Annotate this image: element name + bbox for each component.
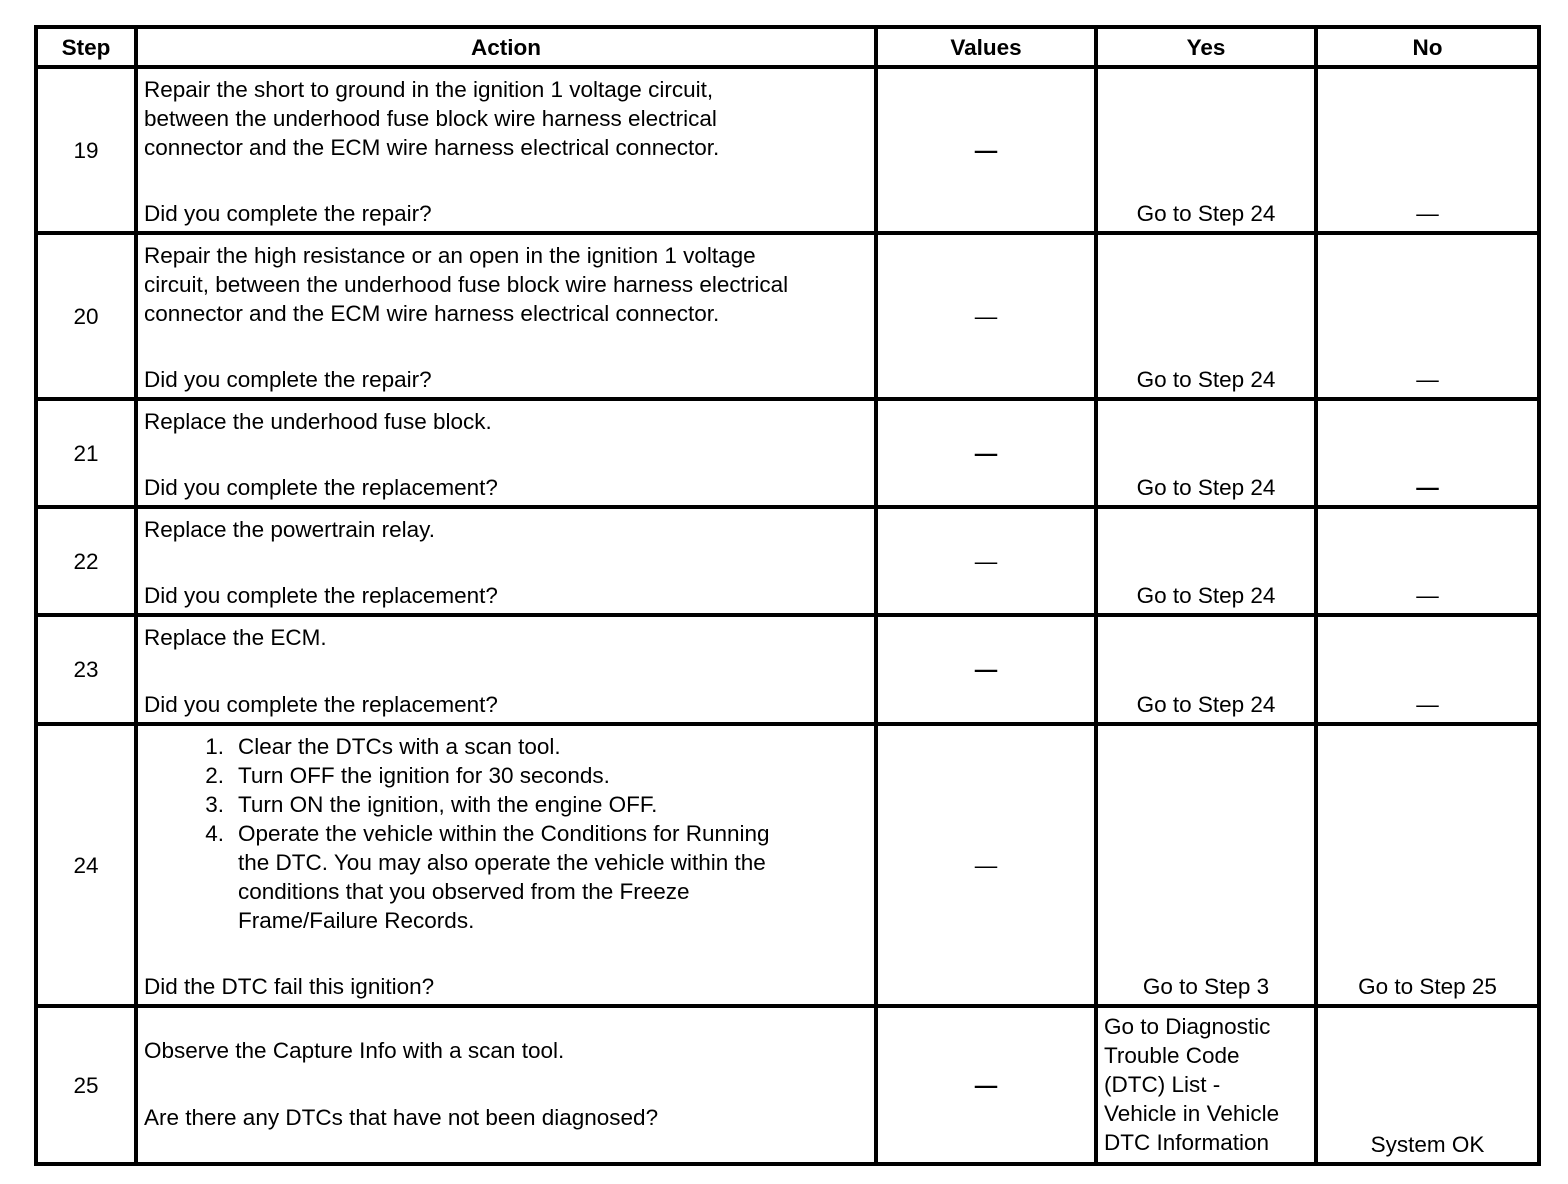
yes-cell (1096, 615, 1316, 724)
numbered-steps (138, 732, 868, 935)
no-value: System OK (1370, 1132, 1485, 1157)
list-item (138, 819, 868, 935)
step-text: the DTC. You may also operate the vehicle within the (238, 850, 766, 875)
yes-line: Vehicle in Vehicle (1104, 1101, 1280, 1126)
yes-link: Go to Step 24 (1136, 583, 1276, 608)
step-index: 4. (205, 821, 224, 846)
step-number: 24 (36, 724, 136, 1006)
action-cell (136, 507, 876, 615)
header-values: Values (876, 27, 1096, 67)
action-line: connector and the ECM wire harness electrical connector. (144, 135, 720, 160)
action-line: connector and the ECM wire harness electrical connector. (144, 301, 720, 326)
values-cell: — (876, 67, 1096, 233)
step-text: conditions that you observed from the Freeze (238, 879, 690, 904)
table-row (36, 233, 1539, 399)
list-item (138, 790, 868, 819)
yes-line: Go to Diagnostic (1104, 1014, 1271, 1039)
action-line: between the underhood fuse block wire harness electrical (144, 106, 717, 131)
no-link: Go to Step 25 (1358, 974, 1497, 999)
no-cell (1316, 399, 1539, 507)
action-question: Are there any DTCs that have not been diagnosed? (144, 1105, 659, 1130)
yes-cell (1096, 399, 1316, 507)
action-cell (136, 233, 876, 399)
table-row (36, 1006, 1539, 1164)
no-cell (1316, 507, 1539, 615)
table-row (36, 67, 1539, 233)
yes-link: Go to Step 3 (1142, 974, 1270, 999)
yes-link: Go to Step 24 (1136, 201, 1276, 226)
step-index: 2. (205, 763, 224, 788)
step-number: 22 (36, 507, 136, 615)
table-row (36, 399, 1539, 507)
yes-line: Trouble Code (1104, 1043, 1240, 1068)
no-value: — (1416, 367, 1439, 392)
step-text: Turn ON the ignition, with the engine OFF. (238, 792, 658, 817)
no-value: — (1416, 201, 1439, 226)
values-cell: — (876, 615, 1096, 724)
action-question: Did you complete the repair? (144, 201, 432, 226)
yes-link: Go to Step 24 (1136, 475, 1276, 500)
values-cell: — (876, 507, 1096, 615)
header-step: Step (36, 27, 136, 67)
action-cell (136, 67, 876, 233)
step-text: Operate the vehicle within the Conditions for Running (238, 821, 770, 846)
step-number: 19 (36, 67, 136, 233)
step-number: 23 (36, 615, 136, 724)
no-cell (1316, 67, 1539, 233)
action-line: Replace the powertrain relay. (144, 517, 435, 542)
yes-line: (DTC) List - (1104, 1072, 1221, 1097)
step-text: Turn OFF the ignition for 30 seconds. (238, 763, 610, 788)
step-number: 21 (36, 399, 136, 507)
action-cell (136, 615, 876, 724)
step-number: 20 (36, 233, 136, 399)
yes-cell (1096, 1006, 1316, 1164)
action-line: circuit, between the underhood fuse block wire harness electrical (144, 272, 789, 297)
list-item (138, 761, 868, 790)
yes-link (1104, 1012, 1308, 1157)
action-line: Repair the short to ground in the ignition 1 voltage circuit, (144, 77, 714, 102)
values-cell: — (876, 399, 1096, 507)
table-row (36, 724, 1539, 1006)
action-question: Did you complete the replacement? (144, 475, 498, 500)
action-line: Observe the Capture Info with a scan tool. (144, 1038, 565, 1063)
header-yes: Yes (1096, 27, 1316, 67)
yes-link: Go to Step 24 (1136, 367, 1276, 392)
no-value: — (1416, 475, 1439, 500)
list-item (138, 732, 868, 761)
action-cell (136, 1006, 876, 1164)
values-cell: — (876, 1006, 1096, 1164)
step-index: 3. (205, 792, 224, 817)
no-value: — (1416, 692, 1439, 717)
diagnostic-table (34, 25, 1541, 1166)
step-number: 25 (36, 1006, 136, 1164)
yes-cell (1096, 233, 1316, 399)
action-question: Did you complete the replacement? (144, 692, 498, 717)
no-value: — (1416, 583, 1439, 608)
action-question: Did you complete the repair? (144, 367, 432, 392)
yes-link: Go to Step 24 (1136, 692, 1276, 717)
header-no: No (1316, 27, 1539, 67)
action-question: Did you complete the replacement? (144, 583, 498, 608)
yes-cell (1096, 724, 1316, 1006)
table-row (36, 507, 1539, 615)
step-index: 1. (205, 734, 224, 759)
action-line: Replace the ECM. (144, 625, 327, 650)
action-question: Did the DTC fail this ignition? (144, 974, 435, 999)
step-text: Clear the DTCs with a scan tool. (238, 734, 561, 759)
yes-cell (1096, 507, 1316, 615)
yes-line: DTC Information (1104, 1130, 1270, 1155)
no-cell (1316, 615, 1539, 724)
action-cell (136, 399, 876, 507)
action-line: Repair the high resistance or an open in the ignition 1 voltage (144, 243, 756, 268)
no-cell (1316, 1006, 1539, 1164)
header-row (36, 27, 1539, 67)
table-row (36, 615, 1539, 724)
values-cell: — (876, 724, 1096, 1006)
no-cell (1316, 233, 1539, 399)
no-cell (1316, 724, 1539, 1006)
action-line: Replace the underhood fuse block. (144, 409, 492, 434)
header-action: Action (136, 27, 876, 67)
action-cell (136, 724, 876, 1006)
values-cell: — (876, 233, 1096, 399)
yes-cell (1096, 67, 1316, 233)
step-text: Frame/Failure Records. (238, 908, 475, 933)
